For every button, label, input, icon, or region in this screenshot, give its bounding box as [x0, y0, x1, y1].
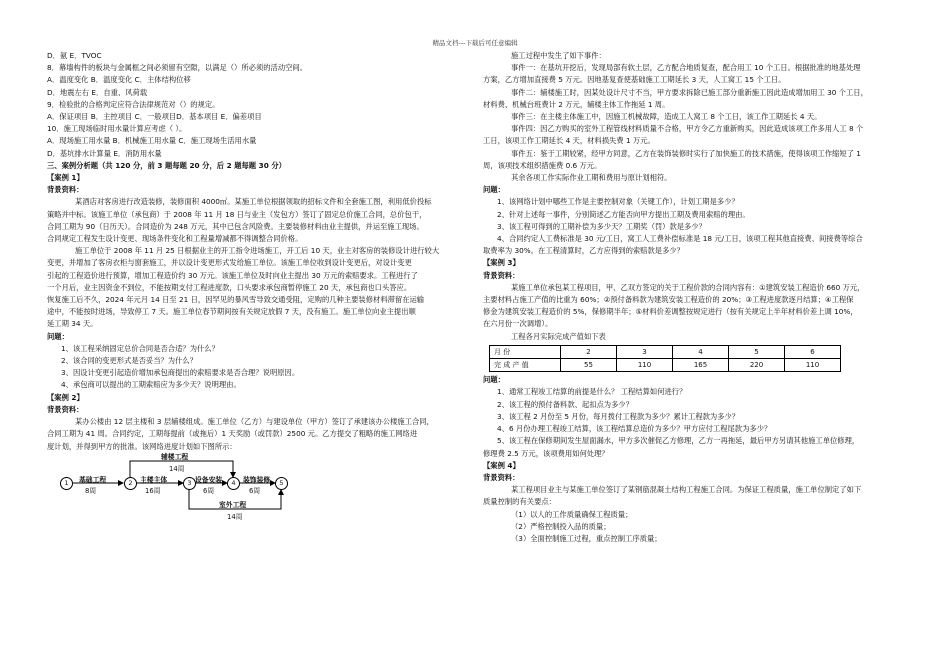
question: 3、因设计变更引起造价增加承包商提出的索赔要求是否合理？说明原因。: [61, 368, 300, 378]
text-line: D．基坑排水计算量 E．消防用水量: [47, 148, 162, 158]
question: 修理费 2.5 万元，该项费用如何处理？: [483, 448, 609, 458]
text-line: 某工程项目业主与某施工单位签订了某钢筋混凝土结构工程施工合同。为保证工程质量，施工单位制定了如下: [511, 485, 862, 495]
text-line: 合同工期为 90（日历天）。合同造价为 248 万元，其中已包含风险费。主要装修材料由业主提供，并运至施工现场。: [47, 221, 424, 231]
question: 取费率为 30%。在工程清算时，乙方应得到的索赔款是多少？: [483, 246, 684, 256]
duration-label: 14周: [169, 464, 185, 473]
node-1: 1: [60, 477, 73, 490]
text-line: 施工单位于 2008 年 11 月 25 日根据业主的开工指令进场施工，开工后 10 天，业主对客房的装修设计进行较大: [75, 246, 440, 256]
event-line: 事件一：在基坑开挖后，发现局部有软土层，乙方配合地质复查，配合用工 10 个工日。根据批准的地基处理: [511, 63, 861, 73]
background-label: 背景资料：: [47, 404, 84, 414]
table-cell: 6: [785, 345, 841, 358]
right-column: [483, 50, 908, 545]
background-label: 背景资料：: [47, 185, 84, 195]
text-line: 某酒店对客房进行改造装修，装修面积 4000㎡。某施工单位根据领取的招标文件和全套施工图，利用低价投标: [75, 197, 432, 207]
table-cell: 4: [673, 345, 729, 358]
output-table: [489, 345, 841, 372]
question: 4、承包商可以提出的工期索赔应为多少天？说明理由。: [61, 380, 241, 390]
duration-label: 16周: [145, 486, 161, 495]
text-line: 途中，不能按时进场，导致停工 7 天。施工单位春节期间按有关规定放假 7 天，没有施工。施工单位向业主提出顺: [47, 307, 416, 317]
text-line: 主要材料占施工产值的比重为 60%；②预付备料款为建筑安装工程造价的 20%；③工程进度款逐月结算；④工程保: [483, 295, 854, 305]
network-diagram: [55, 452, 305, 521]
text-line: 恢复施工后不久，2024 年元月 14 日至 21 日，因罕见的暴风雪导致交通受阻，定购的几种主要装修材料滞留在运输: [47, 295, 425, 305]
text-line: D．地震左右 E．自重、风荷载: [47, 87, 148, 97]
event-line: 事件三：在主楼主体施工中，因施工机械故障，造成工人窝工 8 个工日，该工作工期延长 4 天。: [511, 112, 822, 122]
event-line: 事件五：鉴于工期较紧，经甲方同意，乙方在装饰装修时实行了加快施工的技术措施，使得该项工作缩短了 1: [511, 148, 861, 158]
text-line: 施工过程中发生了如下事件：: [511, 51, 606, 60]
questions-label: 问题：: [483, 375, 505, 385]
table-header-cell: 完 成 产 值: [490, 359, 561, 372]
question: 1、通常工程竣工结算的前提是什么？ 工程结算如何进行？: [497, 387, 687, 397]
event-line: 周，该项技术组织措施费 0.6 万元。: [483, 160, 602, 170]
text-line: 修金为建筑安装工程造价的 5%，保修期半年；⑤材料价差调整按规定进行（按有关规定上半年材料价差上调 10%，: [483, 307, 858, 317]
questions-label: 问题：: [483, 185, 505, 195]
text-line: 引起的工程造价进行预算，增加工程造价约 30 万元。该施工单位及时向业主提出 30 万元的索赔要求。工程进行了: [47, 270, 418, 280]
question: 4、6 月份办理工程竣工结算，该工程结算总造价为多少？甲方应付工程尾款为多少？: [497, 424, 772, 434]
event-line: 事件四：因乙方购买的室外工程管线材料质量不合格，甲方令乙方重新购买，因此造成该项工作多用人工 8 个: [511, 124, 864, 134]
case-title: 【案例 4】: [483, 460, 520, 470]
activity-label: 室外工程: [219, 500, 247, 509]
duration-label: 6周: [203, 486, 215, 495]
text-line: 一个月后，业主因资金不到位，不能按期支付工程进度款，口头要求承包商暂停施工 20 天，承包商也口头答应。: [47, 282, 412, 292]
text-line: 10．施工现场临时用水量计算应考虑（ ）。: [47, 124, 187, 134]
question: 3、该工程可得到的工期补偿为多少天？工期奖（罚）款是多少？: [497, 221, 706, 231]
table-cell: 2: [561, 345, 617, 358]
question: 2、针对上述每一事件，分别简述乙方能否向甲方提出工期及费用索赔的理由。: [497, 209, 750, 219]
page-header: 精品文档---下载后可任意编辑: [432, 39, 518, 47]
list-item: （1）以人的工作质量确保工程质量；: [511, 509, 633, 519]
text-line: 9．检验批的合格判定应符合法律规范对（）的规定。: [47, 99, 220, 109]
case-title: 【案例 1】: [47, 173, 84, 183]
text-line: A．温度变化 B．温度变化 C．主体结构位移: [47, 75, 191, 85]
text-line: 度计划，并得到甲方的批准。该网络进度计划如下图所示：: [47, 441, 237, 451]
table-cell: 220: [729, 359, 785, 372]
table-cell: 110: [785, 359, 841, 372]
activity-label: 辅楼工程: [161, 452, 189, 461]
question: 1、该网络计划中哪些工作是主要控制对象（关键工作），计划工期是多少？: [497, 197, 739, 207]
question: 5、该工程在保修期间发生屋面漏水，甲方多次催促乙方修理，乙方一再拖延，最后甲方另请其他施工单位修理，: [497, 436, 860, 446]
activity-label: 设备安装: [195, 475, 223, 484]
background-label: 背景资料：: [483, 472, 520, 482]
text-line: 8．幕墙构件的板块与金属框之间必须留有空隙，以满足（）所必须的活动空间。: [47, 63, 308, 73]
text-line: 质量控制的有关要点：: [483, 497, 556, 507]
activity-label: 基础工程: [79, 475, 107, 484]
text-line: 在六月份一次调增）。: [483, 319, 553, 329]
text-line: 某施工单位承包某工程项目，甲、乙双方签定的关于工程价款的合同内容有：①建筑安装工程造价 660 万元，: [511, 282, 865, 292]
section-heading: 三、案例分析题（共 120 分，前 3 题每题 20 分，后 2 题每题 30 分）: [47, 160, 286, 170]
table-cell: 5: [729, 345, 785, 358]
duration-label: 6周: [249, 486, 261, 495]
case-title: 【案例 3】: [483, 258, 520, 268]
node-3: 3: [183, 477, 196, 490]
questions-label: 问题：: [47, 331, 69, 341]
text-line: 策略并中标。该施工单位（承包商）于 2008 年 11 月 18 日与业主（发包方）签订了固定总价施工合同，总价包干，: [47, 209, 427, 219]
duration-label: 8周: [85, 486, 97, 495]
text-line: 某办公楼由 12 层主楼和 3 层辅楼组成。施工单位（乙方）与建设单位（甲方）签订了承建该办公楼施工合同，: [75, 417, 434, 427]
activity-label: 装饰装修: [243, 475, 271, 484]
text-line: A．保证项目 B．主控项目 C．一般项目D．基本项目 E．偏差项目: [47, 112, 262, 122]
table-row: [490, 359, 841, 372]
event-line: 方案，乙方增加直接费 5 万元。因地基复查使基础施工工期延长 3 天，人工窝工 15 个工日。: [483, 75, 786, 85]
table-header-cell: 月 份: [490, 345, 561, 358]
event-line: 其余各项工作实际作业工期和费用与原计划相符。: [511, 173, 672, 183]
node-5: 5: [275, 477, 288, 490]
case-title: 【案例 2】: [47, 392, 84, 402]
question: 2、该合同的变更形式是否妥当？为什么？: [61, 356, 197, 366]
event-line: 材料费、机械台班费计 2 万元，辅楼主体工作拖延 1 周。: [483, 99, 670, 109]
duration-label: 14周: [227, 512, 243, 521]
table-cell: 55: [561, 359, 617, 372]
table-row: [490, 345, 841, 358]
node-4: 4: [227, 477, 240, 490]
text-line: A．现场施工用水量 B．机械施工用水量 C．施工现场生活用水量: [47, 136, 257, 146]
background-label: 背景资料：: [483, 270, 520, 280]
question: 1、该工程采纳固定总价合同是否合适？为什么？: [61, 343, 219, 353]
activity-label: 主楼主体: [140, 475, 168, 484]
text-line: 合同规定工程发生设计变更、现场条件变化和工程量增减都不得调整合同价格。: [47, 234, 303, 244]
list-item: （2）严格控制投入品的质量；: [511, 521, 611, 531]
question: 4、合同约定人工费标准是 30 元/工日，窝工人工费补偿标准是 18 元/工日，该项工程其他直接费、间接费等综合: [497, 234, 863, 244]
list-item: （3）全面控制施工过程，重点控制工序质量；: [511, 533, 662, 543]
table-caption: 工程各月实际完成产值如下表: [511, 331, 606, 341]
text-line: D．氨 E．TVOC: [47, 51, 102, 60]
question: 2、该工程的预付备料款、起扣点为多少？: [497, 399, 633, 409]
text-line: 变更，并增加了客房衣柜与窗套施工，并以设计变更形式发给施工单位。该施工单位收到设计变更后，对设计变更: [47, 258, 412, 268]
question: 3、该工程 2 月份至 5 月份，每月拨付工程款为多少？累计工程款为多少？: [497, 411, 740, 421]
table-cell: 3: [617, 345, 673, 358]
table-cell: 110: [617, 359, 673, 372]
event-line: 工日，该项工作工期延长 4 天，材料损失费 1 万元。: [483, 136, 655, 146]
event-line: 事件二：辅楼施工时，因某处设计尺寸不当，甲方要求拆除已施工部分重新施工因此造成增加用工 30 个工日，: [511, 87, 868, 97]
left-column: [47, 50, 467, 521]
table-cell: 165: [673, 359, 729, 372]
node-2: 2: [124, 477, 137, 490]
text-line: 延工期 34 天。: [47, 319, 98, 329]
text-line: 合同工期为 41 周。合同约定，工期每提前（或拖后）1 天奖励（或罚款）2500 元。乙方提交了粗略的施工网络进: [47, 429, 418, 439]
